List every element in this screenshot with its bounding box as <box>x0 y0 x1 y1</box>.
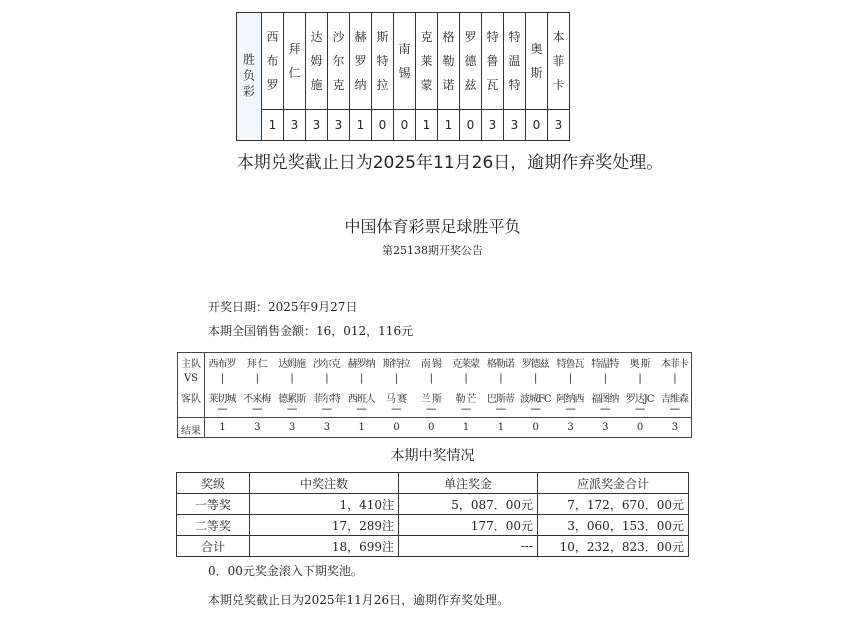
result-cell: 0 <box>526 110 548 141</box>
prize-heading: 本期中奖情况 <box>390 448 475 464</box>
match-home: 拜 仁 <box>246 359 267 370</box>
team-cell: 达姆施 <box>306 13 328 110</box>
match-home: 赫罗纳 <box>347 359 375 370</box>
match-away: 福图纳 <box>591 394 619 405</box>
match-dash: ---- <box>321 404 332 415</box>
result-cell: 3 <box>284 110 306 141</box>
match-away: 莱切城 <box>208 394 236 405</box>
match-result: 0 <box>636 422 643 433</box>
col-count: 中奖注数 <box>250 473 399 494</box>
match-dash: ---- <box>634 404 645 415</box>
col-unit: 单注奖金 <box>399 473 538 494</box>
match-away: 德累斯 <box>278 394 306 405</box>
team-cell: 罗德兹 <box>460 13 482 110</box>
match-dash: ---- <box>495 404 506 415</box>
announcement-title: 中国体育彩票足球胜平负 <box>344 217 521 236</box>
match-result: 0 <box>532 422 538 433</box>
result-cell: 0 <box>460 110 482 141</box>
match-home: 特鲁瓦 <box>556 359 584 370</box>
result-cell: 1 <box>262 110 284 141</box>
result-label: 结果 <box>181 426 201 437</box>
team-cell: 特温特 <box>504 13 526 110</box>
match-vs: | <box>290 373 293 384</box>
match-home: 克莱蒙 <box>452 359 480 370</box>
match-dash: ---- <box>669 404 680 415</box>
match-vs: | <box>255 373 258 384</box>
match-result: 3 <box>288 422 295 433</box>
match-dash: ---- <box>460 404 471 415</box>
match-result: 3 <box>671 422 678 433</box>
match-vs: | <box>534 373 537 384</box>
result-cell: 3 <box>306 110 328 141</box>
match-home: 斯特拉 <box>382 359 410 370</box>
result-cell: 1 <box>438 110 460 141</box>
result-table <box>236 12 570 141</box>
team-cell: 格勒诺 <box>438 13 460 110</box>
prize-row: 合计 18，699注 --- 10，232，823．00元 <box>177 536 689 557</box>
match-dash: ---- <box>530 404 540 415</box>
match-home: 特温特 <box>591 359 619 370</box>
col-total: 应派奖金合计 <box>538 473 689 494</box>
team-cell: 赫罗纳 <box>350 13 372 110</box>
team-cell: 西布罗 <box>262 13 284 110</box>
home-label: 主队 <box>181 359 201 370</box>
team-cell: 拜仁 <box>284 13 306 110</box>
match-result: 3 <box>323 422 330 433</box>
match-vs: | <box>360 373 363 384</box>
match-dash: ---- <box>426 404 436 415</box>
result-cell: 3 <box>548 110 570 141</box>
match-home: 西布罗 <box>208 359 236 370</box>
result-cell: 1 <box>416 110 438 141</box>
lottery-header: 胜负彩 <box>237 13 262 141</box>
match-dash: ---- <box>565 404 575 415</box>
announcement-deadline: 本期兑奖截止日为2025年11月26日，逾期作弃奖处理。 <box>208 593 510 607</box>
match-away: 阿纳西 <box>556 394 584 405</box>
match-dash: ---- <box>217 404 227 415</box>
match-result: 1 <box>358 422 364 433</box>
match-result: 1 <box>497 422 504 433</box>
match-result: 3 <box>567 422 573 433</box>
away-label: 客队 <box>181 394 201 405</box>
match-home: 达姆施 <box>278 359 306 370</box>
match-result: 0 <box>428 422 434 433</box>
prize-row: 二等奖 17，289注 177．00元 3，060，153．00元 <box>177 515 689 536</box>
team-cell: 沙尔克 <box>328 13 350 110</box>
match-away: 西班人 <box>347 394 375 405</box>
match-vs: | <box>673 373 676 384</box>
match-vs: | <box>394 373 398 384</box>
match-result: 3 <box>254 422 260 433</box>
team-cell: 斯特拉 <box>372 13 394 110</box>
team-cell: 本菲卡 <box>548 13 570 110</box>
vs-label: VS <box>183 373 199 384</box>
match-home: 奥 斯 <box>629 359 650 370</box>
team-cell: 克莱蒙 <box>416 13 438 110</box>
match-away: 马 赛 <box>385 394 407 405</box>
team-cell: 奥斯 <box>526 13 548 110</box>
match-dash: ---- <box>286 404 297 415</box>
result-cell: 0 <box>394 110 416 141</box>
match-home: 罗德兹 <box>521 359 549 370</box>
rollover-note: 0．00元奖金滚入下期奖池。 <box>208 564 363 578</box>
match-home: 南 锡 <box>420 359 441 370</box>
match-table <box>177 352 692 438</box>
announcement-subtitle: 第25138期开奖公告 <box>382 244 483 257</box>
match-result: 3 <box>602 422 608 433</box>
team-cell: 南锡 <box>394 13 416 110</box>
match-result: 1 <box>219 422 225 433</box>
col-level: 奖级 <box>177 473 250 494</box>
match-vs: | <box>638 373 641 384</box>
match-result: 1 <box>462 422 469 433</box>
match-vs: | <box>499 373 502 384</box>
match-away: 勒 芒 <box>455 394 476 405</box>
match-vs: | <box>429 373 432 384</box>
match-away: 波城FC <box>519 394 551 405</box>
prize-table <box>176 472 689 557</box>
match-vs: | <box>603 373 606 384</box>
match-dash: ---- <box>356 404 366 415</box>
match-dash: ---- <box>600 404 610 415</box>
deadline-note: 本期兑奖截止日为2025年11月26日，逾期作弃奖处理。 <box>236 153 664 173</box>
match-result: 0 <box>393 422 399 433</box>
match-vs: | <box>325 373 328 384</box>
match-away: 菲尔特 <box>312 394 340 405</box>
match-vs: | <box>568 373 572 384</box>
match-away: 兰 斯 <box>420 394 441 405</box>
result-cell: 3 <box>504 110 526 141</box>
result-cell: 3 <box>482 110 504 141</box>
match-vs: | <box>464 373 467 384</box>
match-away: 罗达JC <box>625 394 654 405</box>
match-dash: ---- <box>252 404 262 415</box>
match-home: 本菲卡 <box>660 359 688 370</box>
prize-row: 一等奖 1，410注 5，087．00元 7，172，670．00元 <box>177 494 689 515</box>
match-away: 巴斯蒂 <box>486 394 514 405</box>
sales-amount: 本期全国销售金额：16，012，116元 <box>208 324 414 338</box>
match-away: 吉维森 <box>660 394 688 405</box>
match-dash: ---- <box>391 404 401 415</box>
match-home: 沙尔克 <box>312 359 340 370</box>
match-away: 不来梅 <box>243 394 271 405</box>
match-vs: | <box>220 373 224 384</box>
team-cell: 特鲁瓦 <box>482 13 504 110</box>
match-home: 格勒诺 <box>486 359 514 370</box>
result-cell: 1 <box>350 110 372 141</box>
draw-date: 开奖日期：2025年9月27日 <box>208 300 358 314</box>
result-cell: 0 <box>372 110 394 141</box>
result-cell: 3 <box>328 110 350 141</box>
